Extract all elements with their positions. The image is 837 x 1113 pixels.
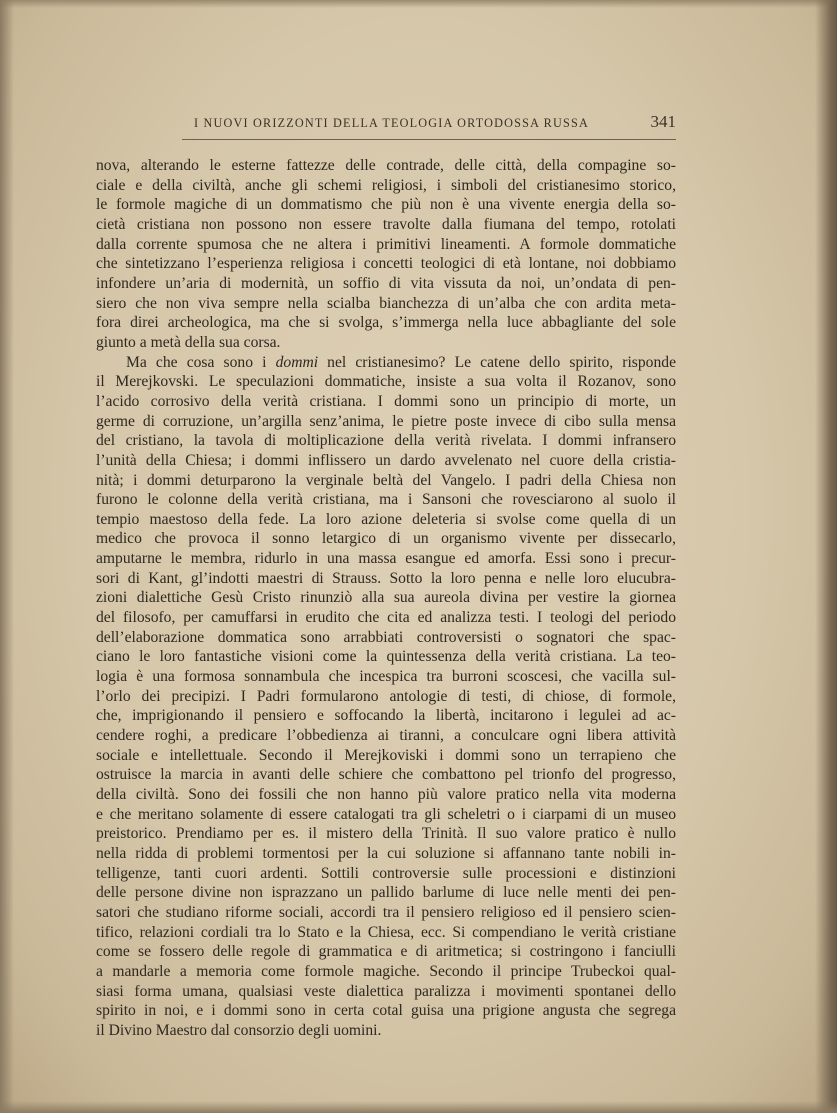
text-line: tifico, relazioni cordiali tra lo Stato e la Chiesa, ecc. Si compendiano le verità cristiane: [96, 923, 676, 941]
body-text: [96, 156, 676, 1041]
text-line: logia è una formosa sonnambula che incespica tra burroni scoscesi, che vacilla sul-: [96, 668, 676, 686]
text-line: fora direi archeologica, ma che si svolga, s’immerga nella luce abbagliante del sole: [96, 314, 676, 332]
text-line: infondere un’aria di modernità, un soffio di vita vissuta da noi, un’ondata di pen-: [96, 274, 676, 292]
text-line: ciale e della civiltà, anche gli schemi religiosi, i simboli del cristianesimo storico,: [96, 176, 676, 194]
text-line: germe di corruzione, un’argilla senz’anima, le pietre poste invece di cibo sulla mensa: [96, 412, 676, 430]
text-line: amputarne le membra, ridurlo in una massa esangue ed amorfa. Essi sono i precur-: [96, 550, 676, 568]
text-line: satori che studiano riforme sociali, accordi tra il pensiero religioso ed il pensiero scien-: [96, 903, 676, 921]
text-line: del cristiano, la tavola di moltiplicazione della verità rivelata. I dommi infransero: [96, 432, 676, 450]
paragraph-end-line: giunto a metà della sua corsa.: [96, 333, 281, 351]
text-line: sori di Kant, gl’indotti maestri di Strauss. Sotto la loro penna e nelle loro elucubra-: [96, 569, 676, 587]
italic-word: dommi: [275, 353, 319, 371]
text-line: ciano le loro fantastiche visioni come la quintessenza della verità cristiana. La teo-: [96, 648, 676, 666]
text-line: come se fossero delle regole di grammatica e di aritmetica; si costringono i fanciulli: [96, 943, 676, 961]
text-line: dalla corrente spumosa che ne altera i primitivi lineamenti. A formole dommatiche: [96, 235, 676, 253]
text-line: cendere roghi, a predicare l’obbedienza ai tiranni, a conculcare ogni libera attività: [96, 727, 676, 745]
page-right-edge: [815, 0, 837, 1113]
text-line: preistorico. Prendiamo per es. il mistero della Trinità. Il suo valore pratico è nullo: [96, 825, 676, 843]
text-line: sociale e intellettuale. Secondo il Merejkoviski i dommi sono un terrapieno che: [96, 746, 676, 764]
text-line: tempio maestoso della fede. La loro azione deleteria si svolse come quella di un: [96, 510, 676, 528]
header-rule: [182, 139, 676, 140]
text-line: le formole magiche di un dommatismo che più non è una vivente energia della so-: [96, 196, 676, 214]
running-head: [182, 112, 676, 136]
text-line: siasi forma umana, qualsiasi veste dialettica paralizza i movimenti spontanei dello: [96, 982, 676, 1000]
paragraph-end-line: il Divino Maestro dal consorzio degli uomini.: [96, 1021, 382, 1039]
text-line: della civiltà. Sono dei fossili che non hanno più valore pratico nella vita moderna: [96, 786, 676, 803]
text-line: nità; i dommi deturparono la verginale beltà del Vangelo. I padri della Chiesa non: [96, 471, 676, 489]
text-line: l’acido corrosivo della verità cristiana. I dommi sono un principio di morte, un: [96, 392, 676, 410]
text-run: Ma che cosa sono i: [126, 353, 276, 371]
text-run: nel cristianesimo? Le catene dello spirito, risponde: [318, 353, 676, 371]
text-line: il Merejkovski. Le speculazioni dommatiche, insiste a sua volta il Rozanov, sono: [96, 373, 676, 391]
text-line: telligenze, tanti cuori ardenti. Sottili controversie sulle processioni e distinzioni: [96, 864, 676, 882]
text-line: dell’elaborazione dommatica sono arrabbiati controversisti o sognatori che spac-: [96, 628, 676, 646]
text-line: ostruisce la marcia in avanti delle schiere che combattono pel trionfo del progresso,: [96, 766, 676, 784]
running-title: I NUOVI ORIZZONTI DELLA TEOLOGIA ORTODOSSA RUSSA: [194, 116, 589, 130]
text-line: medico che provoca il sonno letargico di un organismo vivente per dissecarlo,: [96, 530, 676, 548]
text-line: del filosofo, per camuffarsi in erudito che cita ed analizza testi. I teologi del periodo: [96, 609, 676, 627]
text-line: l’unità della Chiesa; i dommi inflissero un dardo avvelenato nel cuore della cristia-: [96, 451, 676, 469]
page-top-edge: [0, 0, 837, 8]
page-number: 341: [650, 112, 676, 131]
page-bottom-edge: [0, 1101, 837, 1113]
text-line: zioni dialettiche Gesù Cristo rinunziò alla sua aureola divina per vestire la giornea: [96, 589, 676, 607]
text-line: che sintetizzano l’esperienza religiosa i concetti teologici di età lontane, noi dobbiamo: [96, 255, 676, 273]
text-line: e che meritano solamente di essere catalogati tra gli scheletri o i ciarpami di un museo: [96, 805, 676, 823]
text-line: delle persone divine non isprazzano un pallido barlume di luce nelle menti dei pen-: [96, 884, 676, 902]
text-line: l’orlo dei precipizi. I Padri formularono antologie di testi, di chiose, di formole,: [96, 687, 676, 705]
page-gutter-shadow: [0, 0, 14, 1113]
text-line: nella ridda di problemi tormentosi per la cui soluzione si affannano tante nobili in-: [96, 844, 676, 862]
text-line: furono le colonne della verità cristiana, ma i Sansoni che rovesciarono al suolo il: [96, 491, 676, 509]
text-line: che, imprigionando il pensiero e soffocando la libertà, incitarono i legulei ad ac-: [96, 707, 676, 725]
text-line: spirito in noi, e i dommi sono in certa cotal guisa una prigione angusta che segrega: [96, 1002, 676, 1020]
text-line: siero che non viva sempre nella scialba bianchezza di un’alba che con ardita meta-: [96, 294, 676, 312]
text-line: a mandarle a memoria come formole magiche. Secondo il principe Trubeckoi qual-: [96, 962, 676, 980]
paragraph-start-line: [96, 353, 676, 373]
text-line: nova, alterando le esterne fattezze delle contrade, delle città, della compagine so-: [96, 157, 676, 174]
text-line: cietà cristiana non possono non essere travolte dalla fiumana del tempo, rotolati: [96, 215, 676, 233]
